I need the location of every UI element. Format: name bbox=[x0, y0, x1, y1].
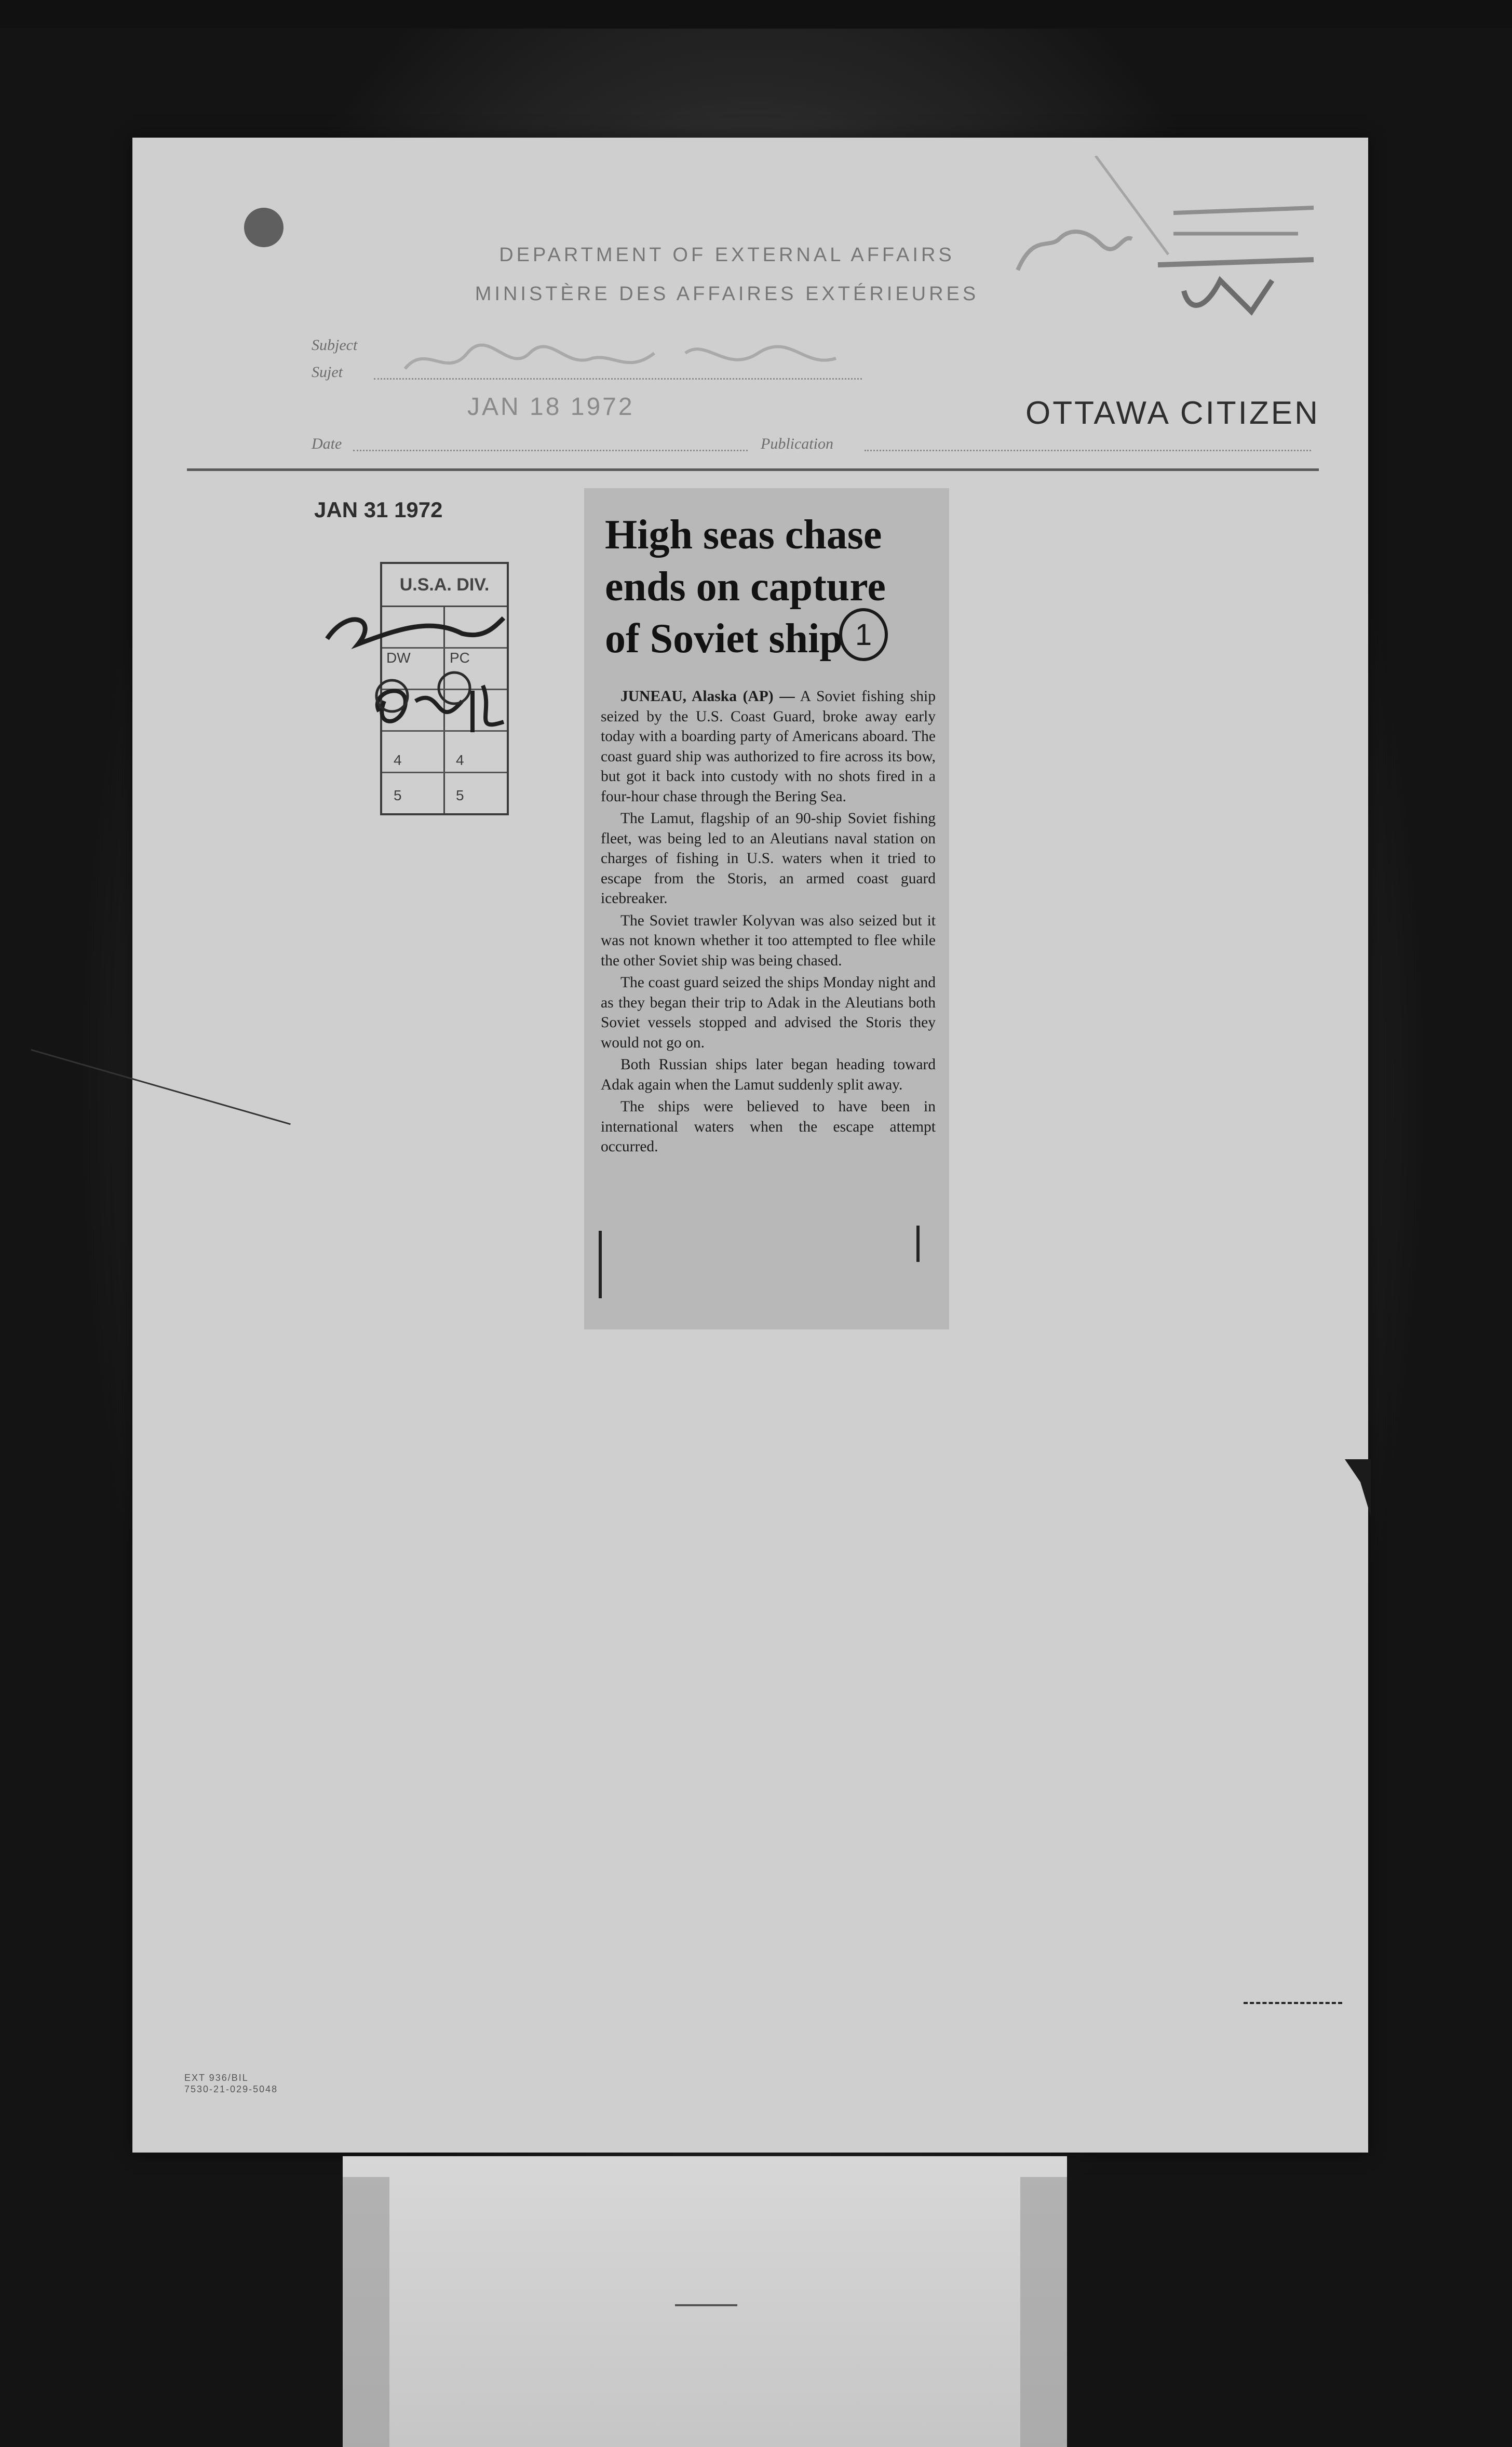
clip-bracket-left bbox=[599, 1231, 602, 1298]
form-code-line-2: 7530-21-029-5048 bbox=[184, 2084, 278, 2094]
edge-mark bbox=[1244, 2002, 1342, 2004]
film-edge bbox=[0, 0, 1512, 29]
next-page-shadow-left bbox=[343, 2177, 389, 2447]
article-paragraph-4: The coast guard seized the ships Monday night and as they began their trip to Adak in the Aleutians both Soviet vessels stopped and advised the Storis they would not go on. bbox=[601, 974, 936, 1051]
next-page-edge bbox=[343, 2156, 1067, 2447]
article-paragraph-3: The Soviet trawler Kolyvan was also seized but it was not known whether it too attempted to flee while the other Soviet ship was being chased. bbox=[601, 912, 936, 969]
routing-initials bbox=[317, 597, 524, 753]
received-date-stamp: JAN 31 1972 bbox=[314, 498, 443, 522]
routing-row-line bbox=[382, 772, 507, 773]
routing-row-4-left: 4 bbox=[394, 752, 402, 768]
next-page-shadow-right bbox=[1020, 2177, 1067, 2447]
paragraph-text: A Soviet fishing ship seized by the U.S. Coast Guard, broke away early today with a boarding party of Americans aboard. The coast guard ship was authorized to fire across its bow, but got it back into custody with no shots fired in a four-hour chase through the Bering Sea. bbox=[601, 688, 936, 805]
circled-number: 1 bbox=[855, 618, 872, 652]
next-page-mark bbox=[675, 2304, 737, 2306]
form-code bbox=[184, 2072, 278, 2095]
clip-bracket-right bbox=[916, 1226, 920, 1262]
subject-handwriting bbox=[395, 332, 872, 389]
article-paragraph-6: The ships were believed to have been in international waters when the escape attempt occurred. bbox=[601, 1098, 936, 1155]
article-body bbox=[601, 687, 936, 1159]
publication-name: OTTAWA CITIZEN bbox=[1025, 395, 1320, 431]
routing-col-right: PC bbox=[450, 650, 470, 666]
article-paragraph-1 bbox=[601, 687, 936, 806]
handwritten-notation bbox=[1002, 156, 1324, 327]
routing-row-5-right: 5 bbox=[456, 787, 464, 803]
sujet-label: Sujet bbox=[312, 364, 343, 381]
article-paragraph-2: The Lamut, flagship of an 90-ship Soviet fishing fleet, was being led to an Aleutians naval station on charges of fishing in U.S. waters when it tried to escape from the Storis, an armed coast guard icebreaker. bbox=[601, 810, 936, 907]
routing-row-4-right: 4 bbox=[456, 752, 464, 768]
routing-col-left: DW bbox=[386, 650, 411, 666]
publication-label: Publication bbox=[761, 435, 833, 452]
routing-header: U.S.A. DIV. bbox=[382, 564, 507, 607]
ministere-heading: MINISTÈRE DES AFFAIRES EXTÉRIEURES bbox=[475, 283, 979, 305]
headline-line-3: of Soviet ship bbox=[605, 616, 843, 662]
form-code-line-1: EXT 936/BIL bbox=[184, 2073, 249, 2083]
routing-row-5-left: 5 bbox=[394, 787, 402, 803]
publication-line bbox=[865, 450, 1311, 451]
header-rule bbox=[187, 468, 1319, 471]
date-line bbox=[353, 450, 748, 451]
circled-number-icon bbox=[833, 602, 896, 665]
headline-line-1: High seas chase bbox=[605, 512, 882, 558]
subject-label: Subject bbox=[312, 337, 358, 354]
date-stamp: JAN 18 1972 bbox=[467, 393, 634, 421]
newspaper-clipping bbox=[584, 488, 949, 1329]
department-heading: DEPARTMENT OF EXTERNAL AFFAIRS bbox=[499, 244, 955, 266]
article-paragraph-5: Both Russian ships later began heading toward Adak again when the Lamut suddenly split away. bbox=[601, 1056, 936, 1093]
punch-hole bbox=[244, 208, 284, 247]
headline-line-2: ends on capture bbox=[605, 564, 886, 610]
dateline: JUNEAU, Alaska (AP) — bbox=[620, 688, 795, 705]
date-label: Date bbox=[312, 435, 342, 452]
